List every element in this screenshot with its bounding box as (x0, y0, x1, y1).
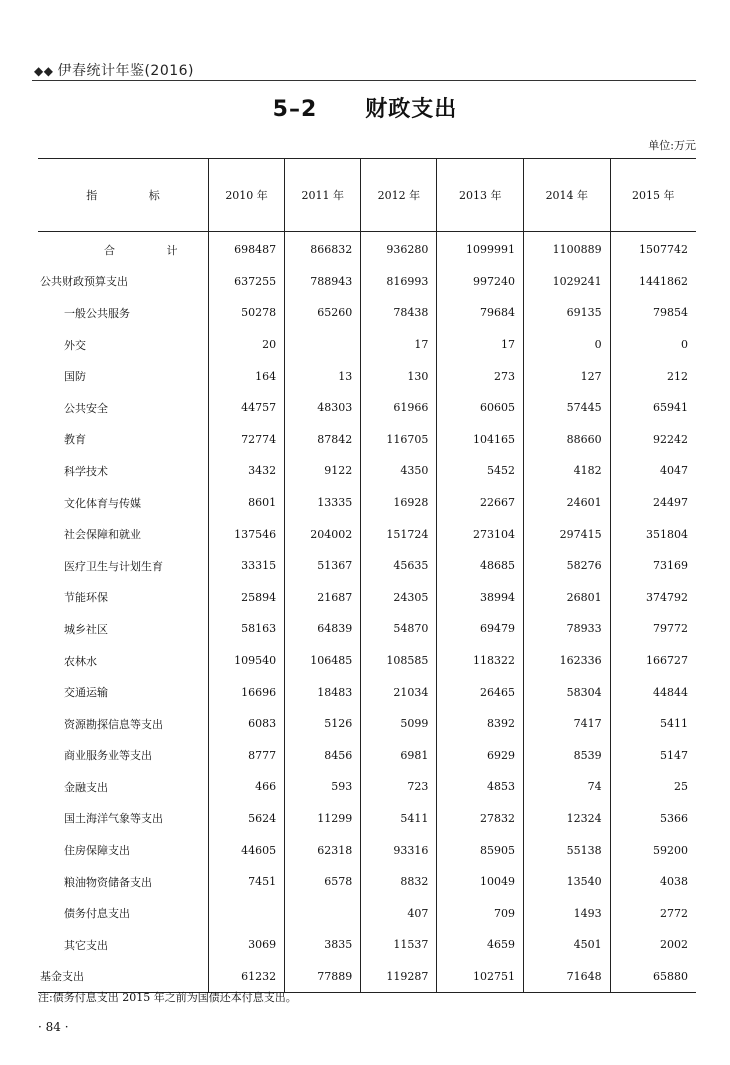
cell-value: 17 (437, 329, 524, 361)
cell-value: 79684 (437, 297, 524, 329)
cell-value: 698487 (209, 232, 285, 266)
table-row (38, 740, 696, 772)
cell-value: 24497 (610, 487, 696, 519)
cell-value: 93316 (361, 834, 437, 866)
cell-value: 24305 (361, 582, 437, 614)
cell-value: 38994 (437, 582, 524, 614)
row-label: 基金支出 (38, 961, 209, 993)
row-label: 交通运输 (64, 686, 108, 700)
cell-value: 997240 (437, 266, 524, 298)
table-row (38, 518, 696, 550)
cell-value: 58276 (524, 550, 611, 582)
cell-value: 8539 (524, 740, 611, 772)
cell-value: 24601 (524, 487, 611, 519)
cell-value: 351804 (610, 518, 696, 550)
table-row (38, 645, 696, 677)
row-label: 一般公共服务 (64, 306, 130, 320)
cell-value: 27832 (437, 803, 524, 835)
cell-value: 137546 (209, 518, 285, 550)
cell-value: 17 (361, 329, 437, 361)
cell-value: 13540 (524, 866, 611, 898)
cell-value: 130 (361, 360, 437, 392)
cell-value: 44605 (209, 834, 285, 866)
row-label: 合 计 (104, 243, 202, 257)
cell-value: 4853 (437, 771, 524, 803)
cell-value: 8601 (209, 487, 285, 519)
table-row (38, 613, 696, 645)
cell-value: 407 (361, 897, 437, 929)
cell-value: 108585 (361, 645, 437, 677)
row-label: 国防 (64, 370, 86, 384)
cell-value: 44844 (610, 676, 696, 708)
cell-value: 788943 (285, 266, 361, 298)
cell-value: 22667 (437, 487, 524, 519)
cell-value: 709 (437, 897, 524, 929)
cell-value: 723 (361, 771, 437, 803)
cell-value: 5624 (209, 803, 285, 835)
cell-value: 8832 (361, 866, 437, 898)
cell-value: 6578 (285, 866, 361, 898)
row-label: 国土海洋气象等支出 (64, 812, 163, 826)
cell-value: 637255 (209, 266, 285, 298)
cell-value: 2772 (610, 897, 696, 929)
header-year: 2014 年 (524, 159, 611, 232)
cell-value: 48685 (437, 550, 524, 582)
fiscal-expenditure-table (38, 158, 696, 993)
cell-value: 54870 (361, 613, 437, 645)
cell-value: 13 (285, 360, 361, 392)
row-label: 文化体育与传媒 (64, 496, 141, 510)
cell-value: 866832 (285, 232, 361, 266)
cell-value: 45635 (361, 550, 437, 582)
cell-value: 65260 (285, 297, 361, 329)
cell-value: 92242 (610, 424, 696, 456)
table-row (38, 803, 696, 835)
table-row (38, 266, 696, 298)
row-label: 债务付息支出 (64, 907, 130, 921)
cell-value: 151724 (361, 518, 437, 550)
header-year: 2015 年 (610, 159, 696, 232)
cell-value: 88660 (524, 424, 611, 456)
cell-value: 5126 (285, 708, 361, 740)
cell-value: 127 (524, 360, 611, 392)
cell-value: 0 (610, 329, 696, 361)
running-head (34, 60, 194, 80)
cell-value: 78933 (524, 613, 611, 645)
row-label: 社会保障和就业 (64, 528, 141, 542)
cell-value: 71648 (524, 961, 611, 993)
diamond-marker-icon: ◆◆ (34, 64, 54, 78)
header-year: 2011 年 (285, 159, 361, 232)
table-header-row (38, 159, 696, 232)
row-label: 粮油物资储备支出 (64, 875, 152, 889)
cell-value: 7417 (524, 708, 611, 740)
row-label: 其它支出 (64, 938, 108, 952)
table-row (38, 424, 696, 456)
cell-value: 61232 (209, 961, 285, 993)
cell-value: 13335 (285, 487, 361, 519)
cell-value: 816993 (361, 266, 437, 298)
cell-value: 57445 (524, 392, 611, 424)
row-label: 科学技术 (64, 464, 108, 478)
unit-label: 单位:万元 (648, 139, 696, 152)
header-indicator: 指 标 (38, 159, 209, 232)
cell-value: 162336 (524, 645, 611, 677)
cell-value: 72774 (209, 424, 285, 456)
cell-value: 12324 (524, 803, 611, 835)
cell-value: 4038 (610, 866, 696, 898)
cell-value: 212 (610, 360, 696, 392)
cell-value: 297415 (524, 518, 611, 550)
cell-value: 4501 (524, 929, 611, 961)
cell-value: 73169 (610, 550, 696, 582)
cell-value: 104165 (437, 424, 524, 456)
cell-value: 7451 (209, 866, 285, 898)
cell-value: 5366 (610, 803, 696, 835)
table-row (38, 297, 696, 329)
cell-value: 118322 (437, 645, 524, 677)
cell-value: 102751 (437, 961, 524, 993)
row-label: 商业服务业等支出 (64, 749, 152, 763)
cell-value: 6929 (437, 740, 524, 772)
table-row (38, 771, 696, 803)
cell-value: 48303 (285, 392, 361, 424)
cell-value: 109540 (209, 645, 285, 677)
cell-value: 936280 (361, 232, 437, 266)
cell-value: 116705 (361, 424, 437, 456)
row-label: 外交 (64, 338, 86, 352)
row-label: 农林水 (64, 654, 97, 668)
table-row (38, 582, 696, 614)
table-title: 财政支出 (365, 97, 458, 122)
table-row (38, 897, 696, 929)
cell-value: 466 (209, 771, 285, 803)
cell-value: 6981 (361, 740, 437, 772)
cell-value: 3069 (209, 929, 285, 961)
cell-value: 8456 (285, 740, 361, 772)
cell-value: 55138 (524, 834, 611, 866)
row-label: 住房保障支出 (64, 844, 130, 858)
cell-value: 61966 (361, 392, 437, 424)
row-label: 医疗卫生与计划生育 (64, 559, 163, 573)
page-title (0, 92, 730, 123)
cell-value: 16928 (361, 487, 437, 519)
row-label: 教育 (64, 433, 86, 447)
cell-value (285, 329, 361, 361)
cell-value: 4350 (361, 455, 437, 487)
cell-value: 1493 (524, 897, 611, 929)
cell-value: 5411 (610, 708, 696, 740)
cell-value: 79854 (610, 297, 696, 329)
cell-value: 593 (285, 771, 361, 803)
table-row (38, 232, 696, 266)
table-row (38, 550, 696, 582)
cell-value: 1507742 (610, 232, 696, 266)
cell-value: 18483 (285, 676, 361, 708)
cell-value: 374792 (610, 582, 696, 614)
cell-value: 273104 (437, 518, 524, 550)
cell-value: 9122 (285, 455, 361, 487)
cell-value: 51367 (285, 550, 361, 582)
table-row (38, 866, 696, 898)
cell-value (209, 897, 285, 929)
table-number: 5–2 (272, 97, 318, 122)
cell-value: 273 (437, 360, 524, 392)
cell-value: 4047 (610, 455, 696, 487)
cell-value: 25 (610, 771, 696, 803)
cell-value: 11299 (285, 803, 361, 835)
cell-value: 87842 (285, 424, 361, 456)
cell-value: 6083 (209, 708, 285, 740)
row-label: 公共财政预算支出 (40, 275, 128, 289)
cell-value: 1100889 (524, 232, 611, 266)
cell-value: 11537 (361, 929, 437, 961)
cell-value: 33315 (209, 550, 285, 582)
cell-value: 26801 (524, 582, 611, 614)
cell-value: 69479 (437, 613, 524, 645)
row-label: 金融支出 (64, 780, 108, 794)
table-row (38, 392, 696, 424)
row-label: 节能环保 (64, 591, 108, 605)
cell-value: 4659 (437, 929, 524, 961)
running-head-text: 伊春统计年鉴(2016) (57, 63, 195, 79)
cell-value: 1441862 (610, 266, 696, 298)
cell-value: 8777 (209, 740, 285, 772)
cell-value: 3432 (209, 455, 285, 487)
cell-value: 78438 (361, 297, 437, 329)
cell-value: 204002 (285, 518, 361, 550)
cell-value: 44757 (209, 392, 285, 424)
table-row (38, 961, 696, 993)
cell-value: 1029241 (524, 266, 611, 298)
row-label: 城乡社区 (64, 622, 108, 636)
cell-value: 8392 (437, 708, 524, 740)
cell-value: 25894 (209, 582, 285, 614)
cell-value: 5099 (361, 708, 437, 740)
cell-value: 16696 (209, 676, 285, 708)
cell-value: 50278 (209, 297, 285, 329)
cell-value (285, 897, 361, 929)
header-year: 2012 年 (361, 159, 437, 232)
table-row (38, 360, 696, 392)
cell-value: 119287 (361, 961, 437, 993)
cell-value: 166727 (610, 645, 696, 677)
cell-value: 0 (524, 329, 611, 361)
cell-value: 5411 (361, 803, 437, 835)
table-row (38, 834, 696, 866)
table-row (38, 329, 696, 361)
cell-value: 5147 (610, 740, 696, 772)
cell-value: 164 (209, 360, 285, 392)
cell-value: 62318 (285, 834, 361, 866)
cell-value: 4182 (524, 455, 611, 487)
cell-value: 26465 (437, 676, 524, 708)
cell-value: 21034 (361, 676, 437, 708)
page-number: · 84 · (38, 1020, 69, 1034)
cell-value: 74 (524, 771, 611, 803)
cell-value: 65880 (610, 961, 696, 993)
cell-value: 3835 (285, 929, 361, 961)
cell-value: 106485 (285, 645, 361, 677)
header-year: 2010 年 (209, 159, 285, 232)
row-label: 公共安全 (64, 401, 108, 415)
cell-value: 60605 (437, 392, 524, 424)
cell-value: 20 (209, 329, 285, 361)
header-rule (32, 80, 696, 81)
table-row (38, 676, 696, 708)
table-row (38, 487, 696, 519)
cell-value: 79772 (610, 613, 696, 645)
cell-value: 77889 (285, 961, 361, 993)
cell-value: 1099991 (437, 232, 524, 266)
cell-value: 58304 (524, 676, 611, 708)
cell-value: 69135 (524, 297, 611, 329)
table-row (38, 455, 696, 487)
cell-value: 85905 (437, 834, 524, 866)
table-row (38, 929, 696, 961)
cell-value: 59200 (610, 834, 696, 866)
cell-value: 2002 (610, 929, 696, 961)
header-year: 2013 年 (437, 159, 524, 232)
cell-value: 64839 (285, 613, 361, 645)
cell-value: 65941 (610, 392, 696, 424)
row-label: 资源勘探信息等支出 (64, 717, 163, 731)
cell-value: 5452 (437, 455, 524, 487)
cell-value: 58163 (209, 613, 285, 645)
cell-value: 21687 (285, 582, 361, 614)
footnote: 注:债务付息支出 2015 年之前为国债还本付息支出。 (38, 991, 297, 1004)
cell-value: 10049 (437, 866, 524, 898)
table-row (38, 708, 696, 740)
